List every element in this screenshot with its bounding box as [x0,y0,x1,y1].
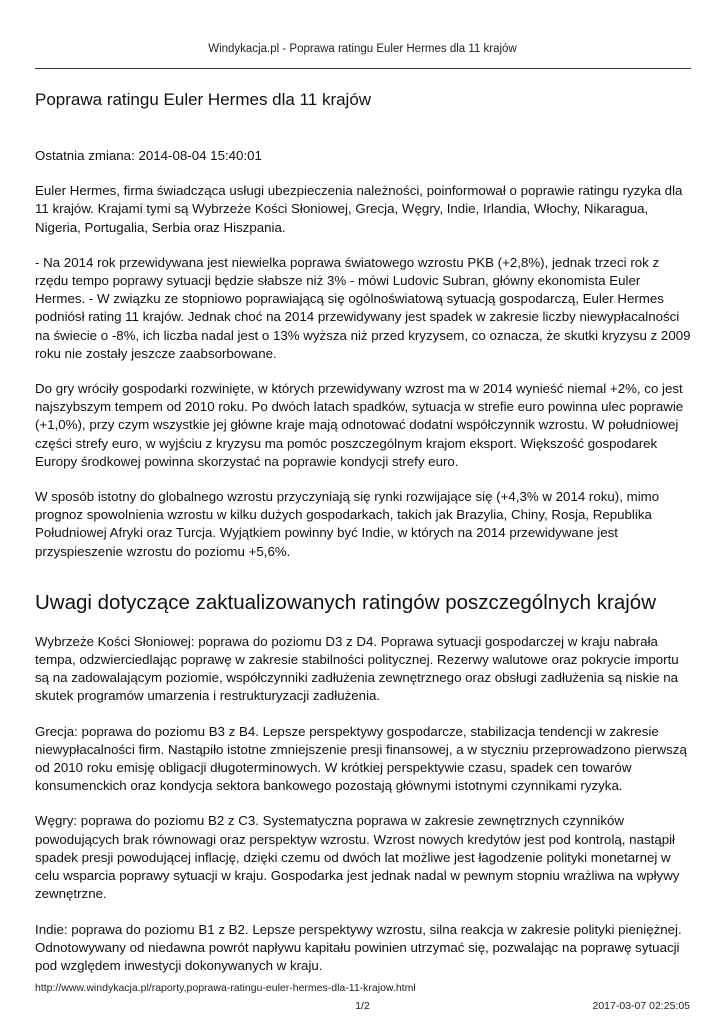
footer-url-link[interactable]: http://www.windykacja.pl/raporty,poprawa-ratingu-euler-hermes-dla-11-krajow.html [35,982,416,994]
intro-paragraph-1: Euler Hermes, firma świadcząca usługi ubezpieczenia należności, poinformował o poprawie ratingu ryzyka dla 11 krajów. Krajami tymi są Wybrzeże Kości Słoniowej, Grecja, Węgry, Indie, Irlandia, Włochy, Nikaragua, Nigeria, Portugalia, Serbia oraz Hiszpania. [35,183,683,235]
country-note-ivory-coast: Wybrzeże Kości Słoniowej: poprawa do poziomu D3 z D4. Poprawa sytuacji gospodarczej w kraju nabrała tempa, odzwierciedlając poprawę w zakresie stabilności politycznej. Rezerwy walutowe oraz pokrycie importu są na zadowalającym poziomie, współczynniki zadłużenia zewnętrznego oraz obsługi zadłużenia są niskie na skutek programów umarzenia i restrukturyzacji zadłużenia. [35,633,679,704]
intro-paragraph-3: Do gry wróciły gospodarki rozwinięte, w których przewidywany wzrost ma w 2014 wynieść niemal +2%, co jest najszybszym tempem od 2010 roku. Po dwóch latach spadków, sytuacja w strefie euro powinna ulec poprawie (+1,0%), przy czym wszystkie jej główne kraje mają odnotować dodatni współczynnik wzrostu. W południowej części strefy euro, w wyjściu z kryzysu ma pomóc poszczególnym krajom eksport. Większość gospodarek Europy środkowej powinna skorzystać na poprawie kondycji strefy euro. [35,381,684,469]
intro-paragraph-4: W sposób istotny do globalnego wzrostu przyczyniają się rynki rozwijające się (+4,3% w 2014 roku), mimo prognoz spowolnienia wzrostu w kilku dużych gospodarkach, takich jak Brazylia, Chiny, Rosja, Republika Południowej Afryki oraz Turcja. Wyjątkiem powinny być Indie, w których na 2014 przewidywane jest przyspieszenie wzrostu do poziomu +5,6%. [35,489,660,559]
article-title: Poprawa ratingu Euler Hermes dla 11 krajów [35,90,372,109]
print-timestamp: 2017-03-07 02:25:05 [592,1000,690,1012]
section-title: Uwagi dotyczące zaktualizowanych ratingów poszczególnych krajów [35,590,656,614]
page-number: 1/2 [355,1000,370,1012]
article-body [35,147,691,992]
last-modified: Ostatnia zmiana: 2014-08-04 15:40:01 [35,148,262,163]
country-note-india: Indie: poprawa do poziomu B1 z B2. Lepsze perspektywy wzrostu, silna reakcja w zakresie polityki pieniężnej. Odnotowywany od niedawna powrót napływu kapitału powinien utrzymać się, pozwalając na poprawę sytuacji pod względem inwestycji dokonywanych w kraju. [35,921,682,973]
intro-paragraph-2: - Na 2014 rok przewidywana jest niewielka poprawa światowego wzrostu PKB (+2,8%), jednak trzeci rok z rzędu tempo poprawy sytuacji będzie słabsze niż 3% - mówi Ludovic Subran, główny ekonomista Euler Hermes. - W związku ze stopniowo poprawiającą się ogólnoświatową sytuacją gospodarczą, Euler Hermes podniósł rating 11 krajów. Jednak choć na 2014 przewidywany jest spadek w zakresie liczby niewypłacalności na świecie o -8%, ich liczba nadal jest o 13% wyższa niż przed kryzysem, co oznacza, że skutki kryzysu z 2009 roku nie zostały jeszcze zaabsorbowane. [35,254,691,361]
page-header: Windykacja.pl - Poprawa ratingu Euler Hermes dla 11 krajów [208,43,517,55]
header-divider [35,68,691,69]
country-note-hungary: Węgry: poprawa do poziomu B2 z C3. Systematyczna poprawa w zakresie zewnętrznych czynników powodujących brak równowagi oraz perspektyw wzrostu. Wzrost nowych kredytów jest pod kontrolą, nastąpił spadek presji powodującej inflację, dzięki czemu od dwóch lat możliwe jest łagodzenie polityki monetarnej w celu wsparcia poprawy sytuacji w kraju. Gospodarka jest jednak nadal w pewnym stopniu wrażliwa na wpływy zewnętrzne. [35,813,680,902]
country-note-greece: Grecja: poprawa do poziomu B3 z B4. Lepsze perspektywy gospodarcze, stabilizacja tendencji w zakresie niewypłacalności firm. Nastąpiło istotne zmniejszenie presji finansowej, a w styczniu przeprowadzono pierwszą od 2010 roku emisję obligacji długoterminowych. W krótkiej perspektywie czasu, spadek cen towarów konsumenckich oraz kondycja sektora bankowego pozostają głównymi istotnymi czynnikami ryzyka. [35,723,687,794]
